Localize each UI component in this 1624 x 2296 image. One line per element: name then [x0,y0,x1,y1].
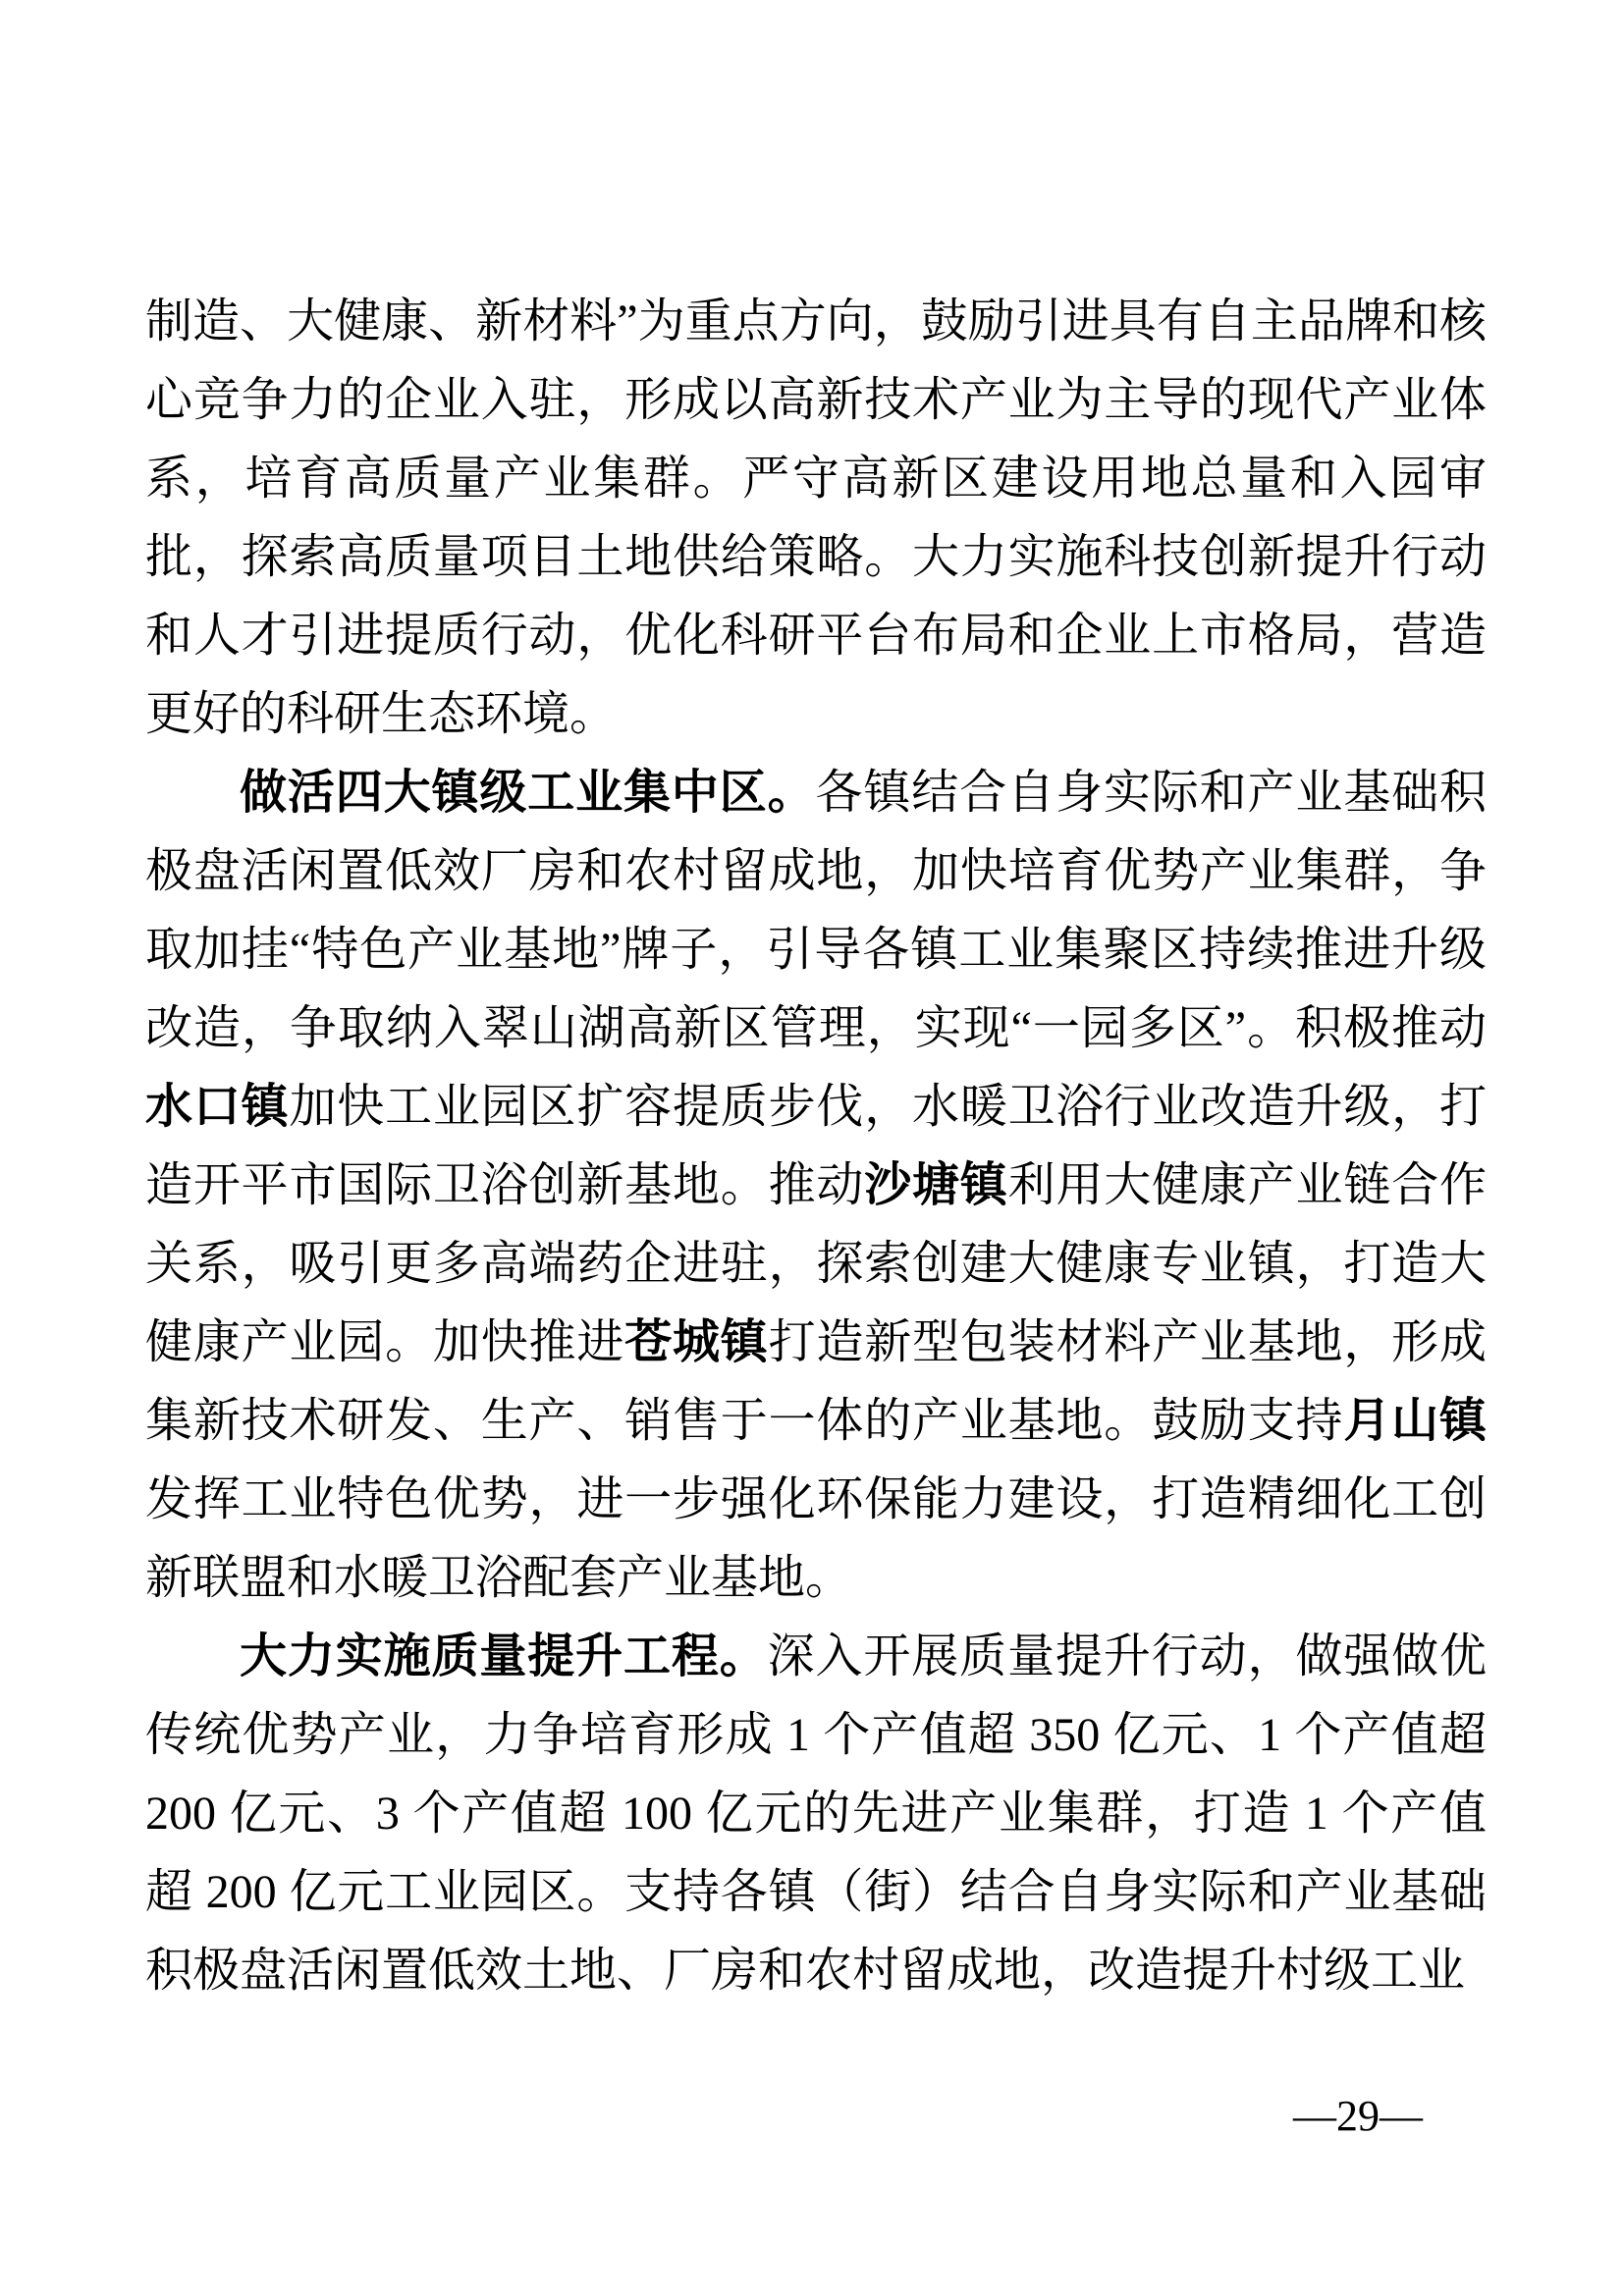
bold-lead-text: 大力实施质量提升工程。 [240,1630,768,1682]
body-text-segment: 发挥工业特色优势，进一步强化环保能力建设，打造精细化工创新联盟和水暖卫浴配套产业基地。 [145,1473,1487,1604]
body-text-segment: 各镇结合自身实际和产业基础积极盘活闲置低效厂房和农村留成地，加快培育优势产业集群，争取加挂“特色产业基地”牌子，引导各镇工业集聚区持续推进升级改造，争取纳入翠山湖高新区管理，实现“一园多区”。积极推动 [145,767,1487,1054]
paragraph [145,754,1487,1618]
body-text-segment: 深入开展质量提升行动，做强做优传统优势产业，力争培育形成 1 个产值超 350 亿元、1 个产值超 200 亿元、3 个产值超 100 亿元的先进产业集群，打造 1 个产值超 200 亿元工业园区。支持各镇（街）结合自身实际和产业基础积极盘活闲置低效土地、厂房和农村留成地，改造提升村级工业 [145,1630,1487,1997]
body-text-segment: 制造、大健康、新材料”为重点方向，鼓励引进具有自主品牌和核心竞争力的企业入驻，形成以高新技术产业为主导的现代产业体系，培育高质量产业集群。严守高新区建设用地总量和入园审批，探索高质量项目土地供给策略。大力实施科技创新提升行动和人才引进提质行动，优化科研平台布局和企业上市格局，营造更好的科研生态环境。 [145,295,1487,740]
bold-lead-text: 水口镇 [145,1081,290,1133]
document-body [145,283,1487,2010]
body-text-segment: 利用大健康产业链合作关系，吸引更多高端药企进驻，探索创建大健康专业镇，打造大健康产业园。加快推进 [145,1159,1487,1368]
body-text-segment: 打造新型包装材料产业基地，形成集新技术研发、生产、销售于一体的产业基地。鼓励支持 [145,1316,1487,1447]
body-text-segment: 加快工业园区扩容提质步伐，水暖卫浴行业改造升级，打造开平市国际卫浴创新基地。推动 [145,1081,1487,1211]
paragraph [145,1618,1487,2010]
page-number: —29— [1293,2092,1423,2140]
paragraph [145,283,1487,754]
bold-lead-text: 苍城镇 [624,1316,769,1368]
bold-lead-text: 月山镇 [1343,1395,1487,1447]
bold-lead-text: 做活四大镇级工业集中区。 [240,767,816,819]
bold-lead-text: 沙塘镇 [864,1159,1008,1211]
